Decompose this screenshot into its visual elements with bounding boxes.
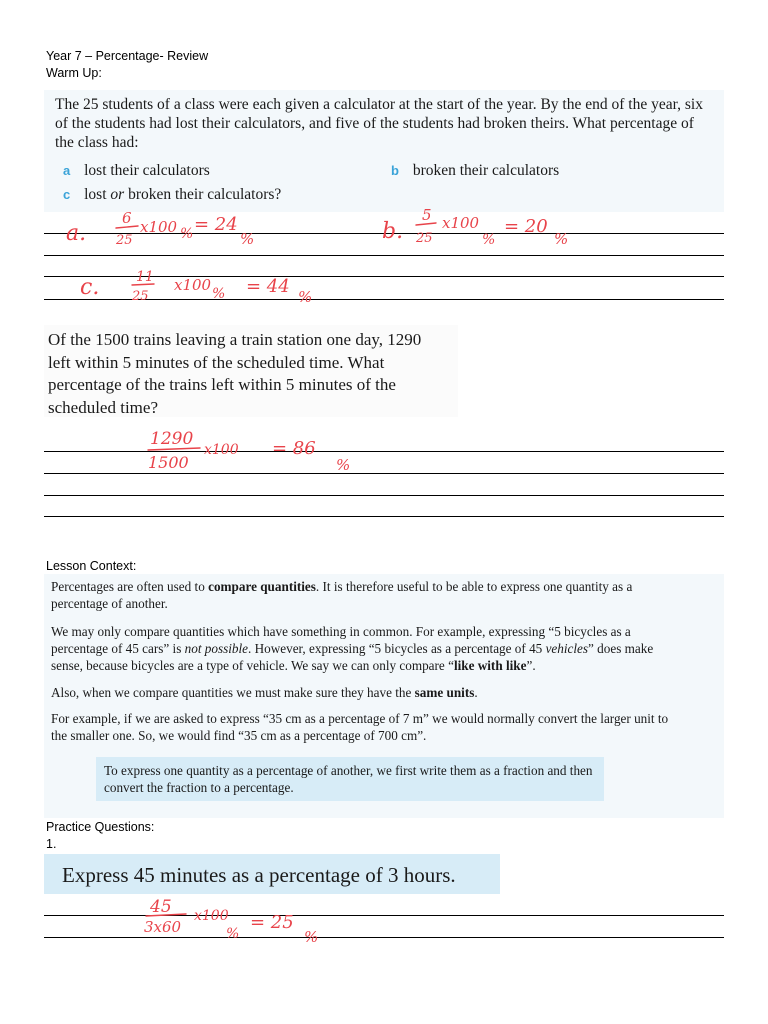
lesson-p2-d: vehicles [545,641,589,656]
lesson-p2-g: ”. [526,658,536,673]
hw-b-pct: % [482,232,496,248]
question-2-panel [44,325,458,417]
part-b-label: b [391,163,399,178]
hw-a-mul: x100 [140,218,178,236]
hw-c-label: c. [80,275,100,300]
hw-a-pct: % [180,226,194,242]
question-1-part-a [63,162,210,180]
answer-line[interactable] [44,451,724,452]
practice-question-number: 1. [46,837,57,851]
lesson-p1-b: compare quantities [208,579,316,594]
handwritten-answer-a [60,204,260,260]
hw-c-result: = 44 [246,276,290,297]
lesson-paragraph-3 [51,684,671,701]
hw-c-result-pct: % [298,288,313,306]
hw-a-result: = 24 [194,214,238,235]
part-a-label: a [63,163,71,178]
handwritten-answer-c [76,264,336,310]
lesson-p2-b: not possible [184,641,249,656]
answer-line[interactable] [44,473,724,474]
hw-c-den: 25 [132,289,149,304]
hw-b-num: 5 [422,206,432,224]
lesson-p2-a: We may only compare quantities which have something in common. For example, expressing “5 bicycles as a percentage of 45 cars” is [51,624,631,656]
lesson-p2-c: . However, expressing “5 bicycles as a percentage of 45 [248,641,546,656]
hw-a-num: 6 [122,209,132,227]
part-c-text-or: or [110,186,125,203]
practice-question-text: Express 45 minutes as a percentage of 3 hours. [62,863,456,887]
hw-c-num: 11 [136,269,154,285]
hw-b-label: b. [382,219,404,244]
hw-practice-den: 3x60 [144,918,182,936]
practice-heading: Practice Questions: [46,820,155,834]
lesson-p3-c: . [474,685,478,700]
part-c-text-2: broken their calculators? [124,186,282,203]
hw-a-den: 25 [116,233,133,248]
lesson-p3-b: same units [414,685,475,700]
answer-line[interactable] [44,276,724,277]
hw-b-mul: x100 [442,214,480,232]
lesson-p3-a: Also, when we compare quantities we must make sure they have the [51,685,415,700]
lesson-heading: Lesson Context: [46,559,137,573]
question-2-text: Of the 1500 trains leaving a train station one day, 1290 left within 5 minutes of the scheduled time. What percentage of the trains left within 5 minutes of the scheduled time? [48,330,422,417]
answer-line[interactable] [44,255,724,256]
hw-trains-den: 1500 [148,453,189,472]
hw-c-pct: % [212,286,226,302]
hw-practice-num: 45 [150,897,172,917]
lesson-panel [44,574,724,818]
hw-a-label: a. [66,221,87,246]
hw-trains-result-pct: % [336,456,351,474]
lesson-p1-c: . It is therefore useful to be able to express one quantity as a percentage of another. [51,579,633,611]
lesson-p2-f: like with like [453,658,527,673]
question-1-part-c [63,186,281,204]
part-b-text: broken their calculators [412,162,560,179]
lesson-callout [96,757,604,801]
answer-line[interactable] [44,915,724,916]
hw-b-result: = 20 [504,216,548,237]
part-c-label: c [63,187,71,202]
hw-c-mul: x100 [174,276,212,294]
hw-b-result-pct: % [554,230,569,248]
lesson-paragraph-4: For example, if we are asked to express “35 cm as a percentage of 7 m” we would normally convert the larger unit to the smaller one. So, we would find “35 cm as a percentage of 700 cm”. [51,711,669,743]
hw-trains-mul: x100 [204,442,239,458]
part-a-text: lost their calculators [84,162,210,179]
hw-b-den: 25 [416,231,433,246]
lesson-paragraph-1 [51,578,671,612]
question-1-text: The 25 students of a class were each given a calculator at the start of the year. By the end of the year, six of the students had lost their calculators, and five of the students had broken theirs. What percentage of the class had: [55,96,703,151]
handwritten-answer-practice [140,892,360,950]
part-c-text-1: lost [84,186,111,203]
lesson-paragraph-2 [51,623,671,674]
document-title: Year 7 – Percentage- Review [46,49,209,63]
warmup-heading: Warm Up: [46,66,102,80]
hw-practice-result-pct: % [304,928,319,946]
question-1-panel [44,90,724,212]
hw-practice-result: = 25 [250,912,294,933]
practice-question-panel [44,854,500,894]
hw-trains-num: 1290 [150,429,194,449]
hw-practice-pct: % [226,926,240,942]
lesson-p1-a: Percentages are often used to [51,579,209,594]
lesson-p2-e: ” does make sense, because bicycles are a type of vehicle. We say we can only compare “ [51,641,654,673]
hw-a-result-pct: % [240,230,255,248]
hw-practice-mul: x100 [194,908,229,924]
answer-line[interactable] [44,299,724,300]
answer-line[interactable] [44,495,724,496]
question-1-part-b [391,162,559,180]
answer-line[interactable] [44,233,724,234]
answer-line[interactable] [44,937,724,938]
hw-trains-result: = 86 [272,438,316,459]
answer-line[interactable] [44,516,724,517]
lesson-callout-text: To express one quantity as a percentage of another, we first write them as a fraction and then convert the fraction to a percentage. [104,763,593,795]
